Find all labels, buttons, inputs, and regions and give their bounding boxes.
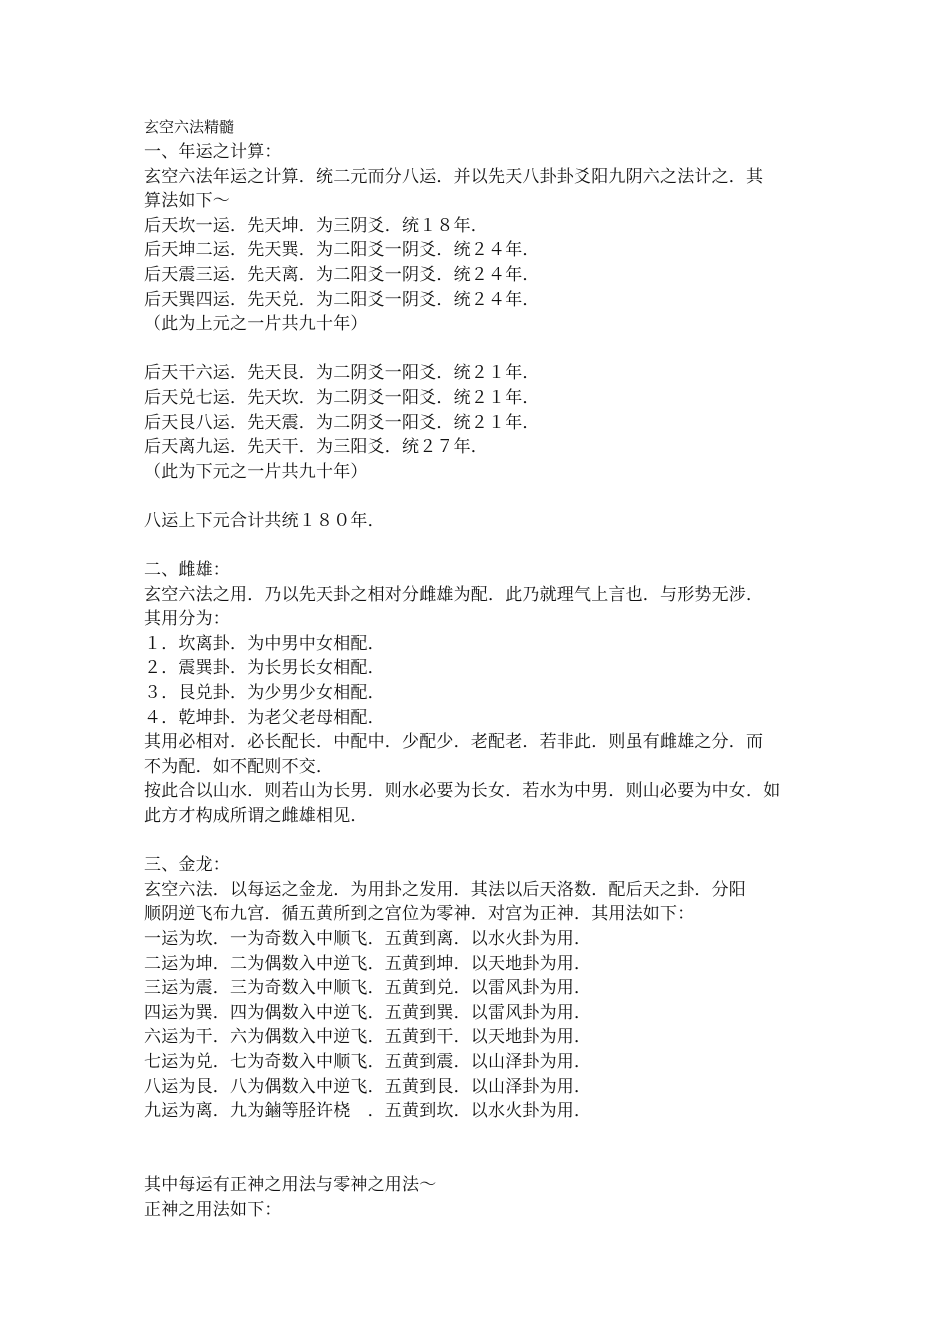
text-line: 后天坤二运．先天巽．为二阳爻一阴爻．统２４年． — [144, 240, 540, 261]
list-item: １．坎离卦．为中男中女相配． — [144, 633, 385, 654]
text-line: 三运为震．三为奇数入中顺飞．五黄到兑．以雷风卦为用． — [144, 978, 592, 999]
text-line: 后天兑七运．先天坎．为二阴爻一阳爻．统２１年． — [144, 387, 540, 408]
text-line: 后天巽四运．先天兑．为二阳爻一阴爻．统２４年． — [144, 289, 540, 310]
text-line: 后天干六运．先天艮．为二阴爻一阳爻．统２１年． — [144, 363, 540, 384]
text-line: 后天艮八运．先天震．为二阴爻一阳爻．统２１年． — [144, 412, 540, 433]
text-line: 其用必相对．必长配长．中配中．少配少．老配老．若非此．则虽有雌雄之分．而 — [144, 732, 764, 753]
text-line: 此方才构成所谓之雌雄相见． — [144, 806, 368, 827]
text-line: 八运上下元合计共统１８０年． — [144, 510, 385, 531]
document-body — [144, 114, 824, 1222]
list-item: ２．震巽卦．为长男长女相配． — [144, 658, 385, 679]
text-line: 玄空六法年运之计算．统二元而分八运．并以先天八卦卦爻阳九阴六之法计之．其 — [144, 166, 764, 187]
list-item: ４．乾坤卦．为老父老母相配． — [144, 707, 385, 728]
text-line: 八运为艮．八为偶数入中逆飞．五黄到艮．以山泽卦为用． — [144, 1076, 592, 1097]
text-line: 顺阴逆飞布九宫．循五黄所到之宫位为零神．对宫为正神．其用法如下： — [144, 904, 695, 925]
text-line: 其中每运有正神之用法与零神之用法～ — [144, 1174, 437, 1195]
section-heading-male-female: 二、雌雄： — [144, 560, 230, 581]
text-line: 一运为坎．一为奇数入中顺飞．五黄到离．以水火卦为用． — [144, 929, 592, 949]
text-line: （此为上元之一片共九十年） — [144, 314, 368, 335]
document-title: 玄空六法精髓 — [144, 118, 235, 136]
text-line: 九运为离．九为鏀等胫许桡 ．五黄到坎．以水火卦为用． — [144, 1101, 592, 1122]
text-line: 六运为干．六为偶数入中逆飞．五黄到干．以天地卦为用． — [144, 1027, 592, 1048]
blank-line — [144, 534, 824, 559]
text-line: 二运为坤．二为偶数入中逆飞．五黄到坤．以天地卦为用． — [144, 953, 592, 974]
text-line: 后天离九运．先天干．为三阳爻．统２７年． — [144, 437, 488, 458]
blank-line — [144, 1124, 824, 1173]
text-line: 玄空六法．以每运之金龙．为用卦之发用．其法以后天洛数．配后天之卦．分阳 — [144, 879, 746, 900]
text-line: 后天坎一运．先天坤．为三阴爻．统１８年． — [144, 215, 488, 236]
text-line: 其用分为： — [144, 609, 230, 630]
text-line: 后天震三运．先天离．为二阳爻一阴爻．统２４年． — [144, 264, 540, 285]
text-line: 算法如下～ — [144, 191, 230, 212]
blank-line — [144, 829, 824, 854]
list-item: ３．艮兑卦．为少男少女相配． — [144, 683, 385, 704]
text-line: 按此合以山水．则若山为长男．则水必要为长女．若水为中男．则山必要为中女．如 — [144, 781, 781, 802]
text-line: 七运为兑．七为奇数入中顺飞．五黄到震．以山泽卦为用． — [144, 1051, 592, 1072]
text-line: 四运为巽．四为偶数入中逆飞．五黄到巽．以雷风卦为用． — [144, 1002, 592, 1023]
text-line: 玄空六法之用．乃以先天卦之相对分雌雄为配．此乃就理气上言也．与形势无涉． — [144, 584, 764, 605]
blank-line — [144, 337, 824, 362]
section-heading-annual-luck: 一、年运之计算： — [144, 142, 282, 162]
section-heading-golden-dragon: 三、金龙： — [144, 855, 230, 876]
text-line: 不为配．如不配则不交． — [144, 756, 334, 777]
text-line: 正神之用法如下： — [144, 1199, 282, 1220]
blank-line — [144, 484, 824, 509]
text-line: （此为下元之一片共九十年） — [144, 461, 368, 482]
